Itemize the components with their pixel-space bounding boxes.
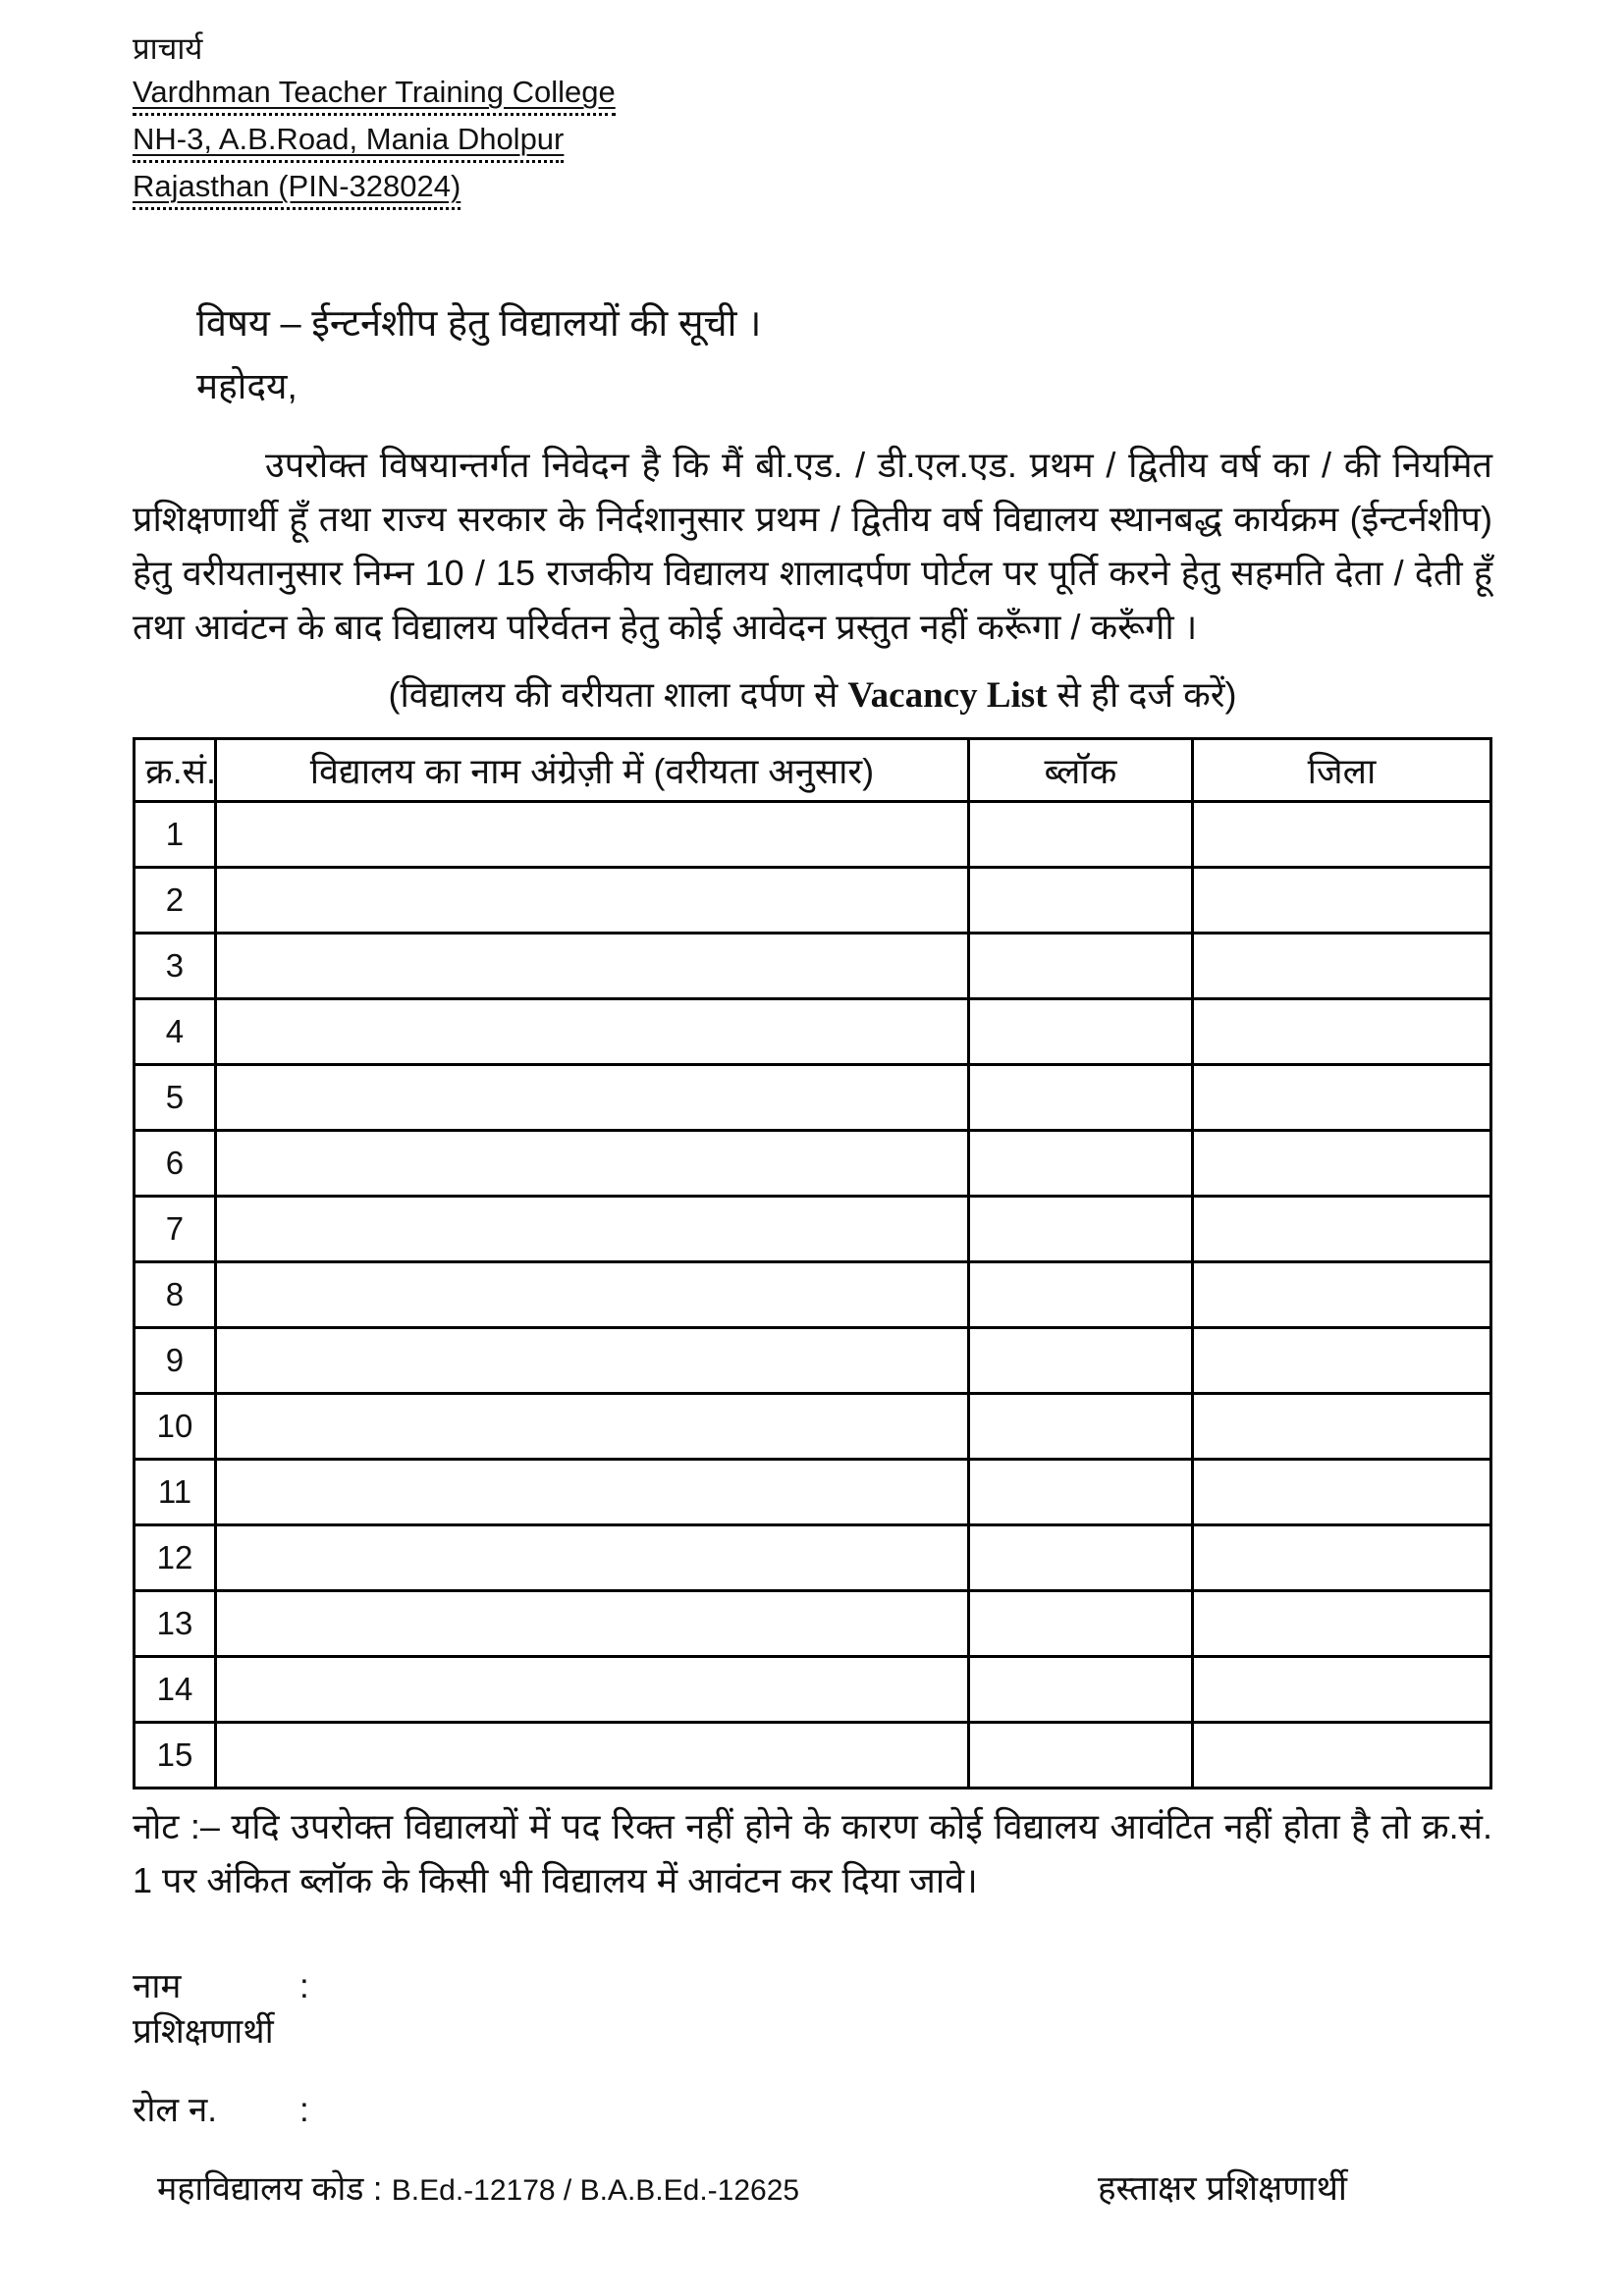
block-cell: [968, 1525, 1192, 1591]
trainee-name-colon: :: [299, 1967, 309, 2005]
district-cell: [1192, 1394, 1490, 1460]
school-name-cell: [215, 1065, 968, 1131]
roll-number-colon: :: [299, 2091, 309, 2129]
district-cell: [1192, 802, 1490, 868]
serial-number-cell: 7: [135, 1197, 216, 1262]
serial-number-cell: 13: [135, 1591, 216, 1657]
header-district: जिला: [1192, 739, 1490, 802]
district-cell: [1192, 1328, 1490, 1394]
school-name-cell: [215, 1131, 968, 1197]
table-row: [135, 1197, 1491, 1262]
school-name-cell: [215, 1525, 968, 1591]
district-cell: [1192, 934, 1490, 999]
table-row: [135, 1723, 1491, 1789]
school-name-cell: [215, 1394, 968, 1460]
block-cell: [968, 1723, 1192, 1789]
roll-number-label: रोल न.: [133, 2091, 217, 2129]
vacancy-list-text: Vacancy List: [847, 675, 1048, 716]
table-row: [135, 1065, 1491, 1131]
trainee-name-label: नाम प्रशिक्षणार्थी: [133, 1967, 274, 2051]
trainee-signature-label: हस्ताक्षर प्रशिक्षणार्थी: [1097, 2169, 1347, 2208]
salutation: महोदय,: [196, 366, 298, 406]
serial-number-cell: 2: [135, 868, 216, 934]
serial-number-cell: 3: [135, 934, 216, 999]
note-text: नोट :– यदि उपरोक्त विद्यालयों में पद रिक्त नहीं होने के कारण कोई विद्यालय आवंटित नहीं होता है तो क्र.सं. 1 पर अंकित ब्लॉक के किसी भी विद्यालय में आवंटन कर दिया जावे।: [133, 1806, 1492, 1900]
college-code: [157, 2164, 799, 2210]
district-cell: [1192, 868, 1490, 934]
block-cell: [968, 1065, 1192, 1131]
serial-number-cell: 1: [135, 802, 216, 868]
block-cell: [968, 868, 1192, 934]
table-row: [135, 1525, 1491, 1591]
block-cell: [968, 1460, 1192, 1525]
college-code-label: महाविद्यालय कोड :: [157, 2170, 392, 2208]
table-caption-prefix: (विद्यालय की वरीयता शाला दर्पण से: [388, 674, 848, 715]
recipient-state-line: Rajasthan (PIN-328024): [133, 167, 460, 210]
serial-number-cell: 14: [135, 1657, 216, 1723]
school-name-cell: [215, 1328, 968, 1394]
roll-number-line: [133, 2088, 1492, 2133]
district-cell: [1192, 1723, 1490, 1789]
district-cell: [1192, 1131, 1490, 1197]
school-name-cell: [215, 802, 968, 868]
school-name-cell: [215, 934, 968, 999]
serial-number-cell: 6: [135, 1131, 216, 1197]
trainee-name-line: [133, 1964, 1492, 2055]
district-cell: [1192, 1525, 1490, 1591]
district-cell: [1192, 999, 1490, 1065]
block-cell: [968, 1657, 1192, 1723]
school-name-cell: [215, 999, 968, 1065]
table-row: [135, 1394, 1491, 1460]
body-paragraph: उपरोक्त विषयान्तर्गत निवेदन है कि मैं बी.एड. / डी.एल.एड. प्रथम / द्वितीय वर्ष का / की नियमित प्रशिक्षणार्थी हूँ तथा राज्य सरकार के निर्दशानुसार प्रथम / द्वितीय वर्ष विद्यालय स्थानबद्ध कार्यक्रम (ईन्टर्नशीप) हेतु वरीयतानुसार निम्न 10 / 15 राजकीय विद्यालय शालादर्पण पोर्टल पर पूर्ति करने हेतु सहमति देता / देती हूँ तथा आवंटन के बाद विद्यालय परिर्वतन हेतु कोई आवेदन प्रस्तुत नहीं करूँगा / करूँगी ।: [133, 445, 1492, 647]
school-name-cell: [215, 1723, 968, 1789]
recipient-street-line: NH-3, A.B.Road, Mania Dholpur: [133, 120, 564, 163]
block-cell: [968, 1394, 1192, 1460]
table-header-row: [135, 739, 1491, 802]
school-name-cell: [215, 1460, 968, 1525]
serial-number-cell: 11: [135, 1460, 216, 1525]
school-name-cell: [215, 1262, 968, 1328]
table-row: [135, 1591, 1491, 1657]
block-cell: [968, 1262, 1192, 1328]
table-caption: [133, 669, 1492, 721]
school-name-cell: [215, 1591, 968, 1657]
college-code-value: B.Ed.-12178 / B.A.B.Ed.-12625: [391, 2174, 800, 2207]
block-cell: [968, 1591, 1192, 1657]
school-name-cell: [215, 1197, 968, 1262]
recipient-college-line: Vardhman Teacher Training College: [133, 73, 616, 116]
table-row: [135, 1262, 1491, 1328]
recipient-title: प्राचार्य: [133, 31, 203, 66]
block-cell: [968, 934, 1192, 999]
block-cell: [968, 1131, 1192, 1197]
table-row: [135, 999, 1491, 1065]
college-code-and-signature-line: [133, 2164, 1492, 2211]
district-cell: [1192, 1262, 1490, 1328]
recipient-address-block: [133, 29, 1492, 210]
table-row: [135, 1328, 1491, 1394]
block-cell: [968, 1328, 1192, 1394]
school-preference-table: [133, 737, 1492, 1789]
serial-number-cell: 10: [135, 1394, 216, 1460]
block-cell: [968, 999, 1192, 1065]
table-row: [135, 1657, 1491, 1723]
subject-line: विषय – ईन्टर्नशीप हेतु विद्यालयों की सूची ।: [196, 303, 762, 345]
serial-number-cell: 5: [135, 1065, 216, 1131]
block-cell: [968, 1197, 1192, 1262]
district-cell: [1192, 1197, 1490, 1262]
district-cell: [1192, 1460, 1490, 1525]
table-row: [135, 1131, 1491, 1197]
block-cell: [968, 802, 1192, 868]
district-cell: [1192, 1591, 1490, 1657]
school-name-cell: [215, 1657, 968, 1723]
table-row: [135, 802, 1491, 868]
table-row: [135, 934, 1491, 999]
serial-number-cell: 12: [135, 1525, 216, 1591]
table-caption-suffix: से ही दर्ज करें): [1047, 674, 1237, 715]
school-table-body: [135, 802, 1491, 1789]
table-row: [135, 1460, 1491, 1525]
header-block: ब्लॉक: [968, 739, 1192, 802]
district-cell: [1192, 1657, 1490, 1723]
district-cell: [1192, 1065, 1490, 1131]
header-serial-number: क्र.सं.: [135, 739, 216, 802]
table-row: [135, 868, 1491, 934]
serial-number-cell: 8: [135, 1262, 216, 1328]
serial-number-cell: 9: [135, 1328, 216, 1394]
header-school-name: विद्यालय का नाम अंग्रेज़ी में (वरीयता अनुसार): [215, 739, 968, 802]
serial-number-cell: 15: [135, 1723, 216, 1789]
serial-number-cell: 4: [135, 999, 216, 1065]
school-name-cell: [215, 868, 968, 934]
